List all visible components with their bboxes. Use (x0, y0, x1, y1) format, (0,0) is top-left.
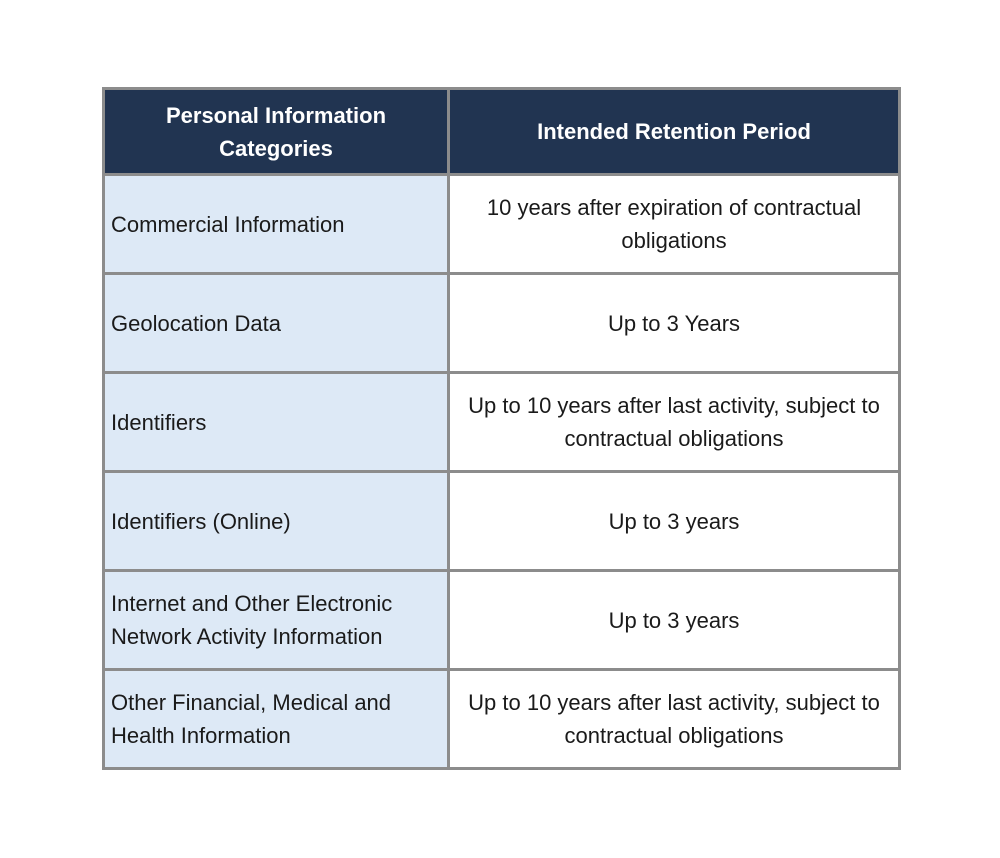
table-row (104, 274, 900, 373)
table-row (104, 472, 900, 571)
table-row (104, 670, 900, 769)
retention-table (102, 87, 901, 770)
table-header-row (104, 89, 900, 175)
retention-period-cell: Up to 3 years (449, 571, 900, 670)
header-category-label: Personal Information Categories (165, 102, 387, 161)
retention-period-cell: 10 years after expiration of contractual obligations (449, 175, 900, 274)
header-retention-period (449, 89, 900, 175)
header-category (104, 89, 449, 175)
table-row (104, 175, 900, 274)
category-cell: Identifiers (Online) (104, 472, 449, 571)
category-cell: Other Financial, Medical and Health Information (104, 670, 449, 769)
table-row (104, 373, 900, 472)
retention-period-cell: Up to 10 years after last activity, subject to contractual obligations (449, 373, 900, 472)
retention-period-cell: Up to 10 years after last activity, subject to contractual obligations (449, 670, 900, 769)
retention-period-cell: Up to 3 Years (449, 274, 900, 373)
category-cell: Identifiers (104, 373, 449, 472)
header-retention-label: Intended Retention Period (537, 119, 811, 144)
category-cell: Geolocation Data (104, 274, 449, 373)
category-cell: Internet and Other Electronic Network Activity Information (104, 571, 449, 670)
category-cell: Commercial Information (104, 175, 449, 274)
table-row (104, 571, 900, 670)
retention-period-cell: Up to 3 years (449, 472, 900, 571)
